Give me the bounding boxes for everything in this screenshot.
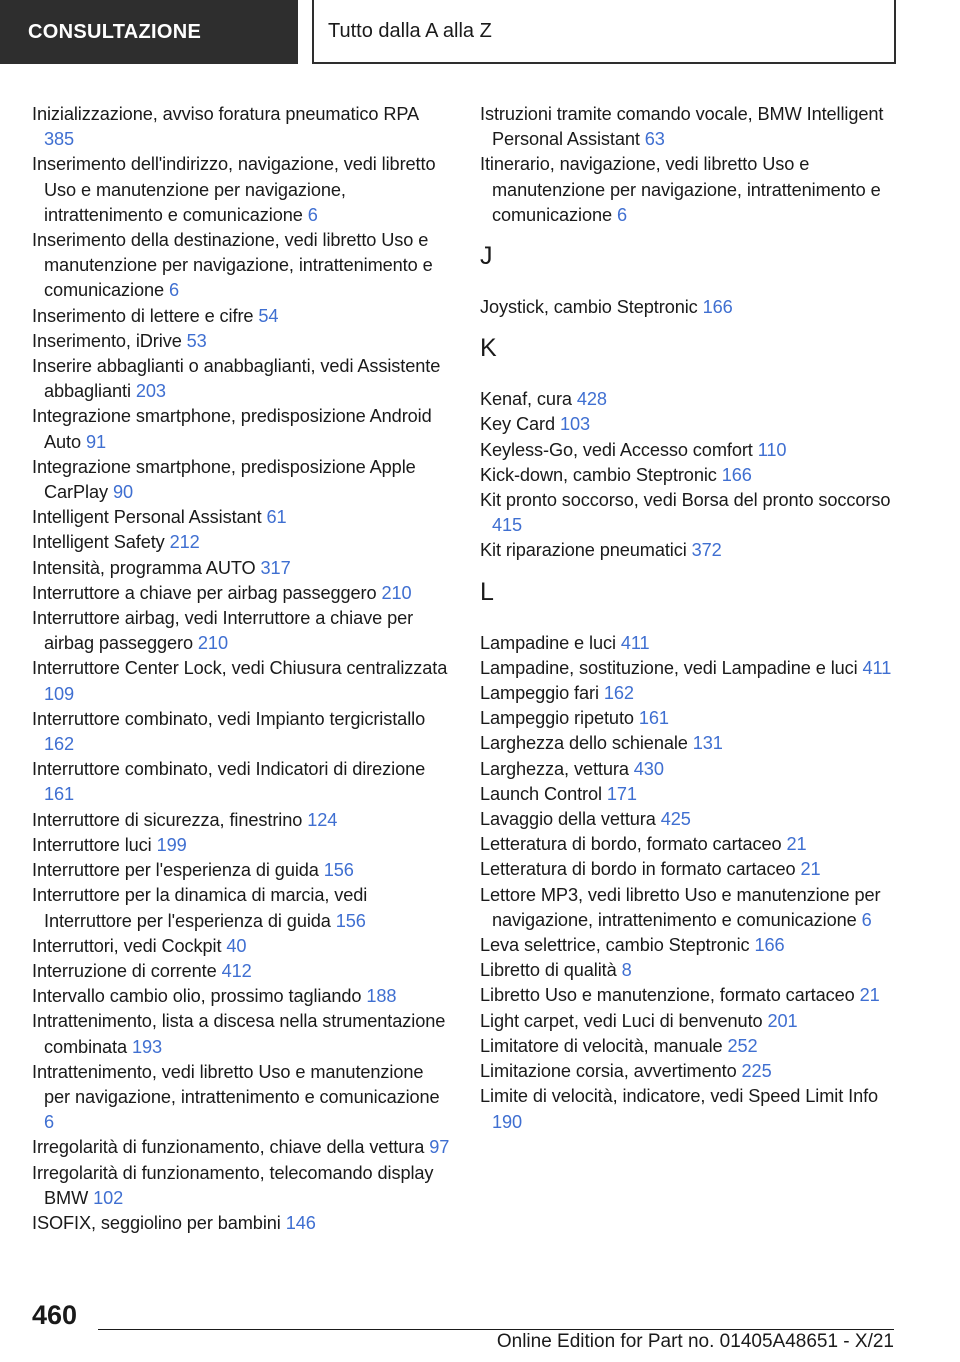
entry-text: Intrattenimento, vedi libretto Uso e manutenzione per navigazione, intrattenimento e comunicazione: [32, 1061, 440, 1107]
entry-text: Inizializzazione, avviso foratura pneumatico RPA: [32, 104, 419, 124]
page-reference-link[interactable]: 102: [93, 1187, 124, 1208]
entry-text: Larghezza, vettura: [480, 758, 629, 779]
entry-text: Interruttore combinato, vedi Indicatori di direzione: [32, 759, 426, 780]
page-reference-link[interactable]: 317: [260, 557, 291, 578]
index-entry: [480, 488, 898, 538]
entry-text: Integrazione smartphone, predisposizione Android Auto: [32, 406, 432, 452]
index-letter-k: K: [480, 334, 497, 363]
index-entry: [32, 1060, 450, 1136]
index-entry: [480, 412, 898, 437]
index-entry: [480, 152, 898, 228]
index-entry: [32, 757, 450, 807]
page-reference-link[interactable]: 210: [197, 633, 228, 654]
index-entry: [32, 102, 450, 152]
entry-text: Libretto Uso e manutenzione, formato cartaceo: [480, 985, 855, 1006]
page-header: [0, 0, 960, 66]
index-letter-j: J: [480, 242, 493, 271]
page-reference-link[interactable]: 412: [221, 960, 252, 981]
entry-text: Integrazione smartphone, predisposizione Apple CarPlay: [32, 456, 416, 503]
index-entry: [32, 455, 450, 505]
page-reference-link[interactable]: 252: [727, 1035, 758, 1056]
page-reference-link[interactable]: 161: [44, 784, 75, 805]
page-reference-link[interactable]: 6: [44, 1112, 55, 1133]
page-reference-link[interactable]: 225: [741, 1061, 772, 1082]
index-entry: [32, 1211, 450, 1236]
page-reference-link[interactable]: 53: [186, 330, 207, 351]
entry-text: Itinerario, navigazione, vedi libretto Uso e manutenzione per navigazione, intrattenimento e comunicazione: [480, 154, 881, 225]
index-entry: [32, 934, 450, 959]
page-reference-link[interactable]: 21: [786, 834, 807, 855]
index-entry: [480, 438, 898, 463]
entry-text: Intervallo cambio olio, prossimo tagliando: [32, 986, 362, 1007]
entry-text: Interruttore luci: [32, 834, 152, 855]
page-reference-link[interactable]: 6: [861, 909, 872, 930]
page-reference-link[interactable]: 109: [44, 683, 75, 704]
entry-text: Lavaggio della vettura: [480, 809, 656, 830]
index-entry: [480, 983, 898, 1008]
page-reference-link[interactable]: 6: [616, 204, 627, 225]
index-column-right: [480, 102, 898, 1135]
edition-note: Online Edition for Part no. 01405A48651 - X/21: [496, 1331, 894, 1352]
page-reference-link[interactable]: 103: [559, 414, 591, 435]
entry-text: Intelligent Safety: [32, 532, 165, 553]
page-reference-link[interactable]: 385: [44, 129, 75, 150]
entry-text: Limitazione corsia, avvertimento: [480, 1061, 737, 1082]
index-entry: [480, 1084, 898, 1134]
index-entry: [32, 833, 450, 858]
entry-list: [480, 102, 898, 228]
entry-text: Kick-down, cambio Steptronic: [480, 464, 717, 485]
entry-list: [32, 102, 450, 1236]
entry-text: Lampeggio ripetuto: [480, 708, 634, 729]
entry-text: Inserimento della destinazione, vedi libretto Uso e manutenzione per navigazione, intrattenimento e comunicazione: [32, 230, 433, 301]
page-reference-link[interactable]: 430: [633, 758, 664, 779]
index-entry: [32, 505, 450, 530]
page-reference-link[interactable]: 411: [862, 657, 892, 678]
index-entry: [32, 152, 450, 228]
page-reference-link[interactable]: 156: [335, 910, 366, 931]
entry-text: Interruttore combinato, vedi Impianto tergicristallo: [32, 708, 426, 729]
index-entry: [32, 883, 450, 933]
index-entry: [480, 656, 898, 681]
index-entry: [32, 707, 450, 757]
page-reference-link[interactable]: 415: [492, 515, 523, 536]
index-entry: [480, 463, 898, 488]
index-entry: [480, 757, 898, 782]
entry-text: Intensità, programma AUTO: [32, 557, 256, 578]
entry-text: Kit riparazione pneumatici: [480, 540, 687, 561]
page-number: 460: [32, 1300, 78, 1330]
entry-text: Joystick, cambio Steptronic: [480, 297, 698, 318]
index-entry: [32, 304, 450, 329]
index-entry: [480, 102, 898, 152]
entry-text: Lampadine, sostituzione, vedi Lampadine e luci: [480, 657, 858, 678]
index-entry: [480, 631, 898, 656]
page-reference-link[interactable]: 193: [131, 1036, 163, 1057]
page-reference-link[interactable]: 131: [692, 733, 723, 754]
page-reference-link[interactable]: 428: [576, 389, 607, 410]
entry-text: Key Card: [480, 414, 556, 435]
page-reference-link[interactable]: 21: [859, 985, 880, 1006]
page-reference-link[interactable]: 63: [644, 129, 665, 150]
page-reference-link[interactable]: 40: [226, 935, 247, 956]
index-entry: [480, 1059, 898, 1084]
page-reference-link[interactable]: 54: [258, 305, 279, 326]
index-entry: [32, 228, 450, 304]
index-entry: [32, 1161, 450, 1211]
index-entry: [32, 581, 450, 606]
index-entry: [480, 883, 898, 933]
page-reference-link[interactable]: 6: [307, 204, 318, 225]
index-entry: [32, 530, 450, 555]
entry-text: Interruttore per l'esperienza di guida: [32, 860, 319, 881]
entry-text: Inserimento di lettere e cifre: [32, 305, 254, 326]
page-reference-link[interactable]: 91: [85, 431, 106, 452]
index-entry: [480, 782, 898, 807]
index-entry: [32, 984, 450, 1009]
entry-text: Interruttore Center Lock, vedi Chiusura centralizzata: [32, 658, 448, 679]
entry-text: Intrattenimento, lista a discesa nella strumentazione combinata: [32, 1011, 446, 1057]
index-entry: [32, 1009, 450, 1059]
index-entry: [32, 404, 450, 454]
entry-text: Interruttore a chiave per airbag passeggero: [32, 582, 377, 603]
entry-text: Lampadine e luci: [480, 632, 616, 653]
page-reference-link[interactable]: 6: [168, 280, 179, 301]
page-reference-link[interactable]: 372: [691, 540, 722, 561]
index-entry: [32, 1135, 450, 1160]
entry-text: Interruttore per la dinamica di marcia, vedi Interruttore per l'esperienza di guida: [32, 885, 368, 931]
index-entry: [32, 329, 450, 354]
page-reference-link[interactable]: 21: [800, 859, 821, 880]
entry-text: Launch Control: [480, 783, 602, 804]
index-entry: [480, 731, 898, 756]
page-reference-link[interactable]: 162: [603, 683, 634, 704]
page-reference-link[interactable]: 171: [606, 783, 637, 804]
entry-text: Libretto di qualità: [480, 960, 617, 981]
index-letter-l: L: [480, 577, 494, 606]
page-reference-link[interactable]: 425: [660, 809, 691, 830]
page-reference-link[interactable]: 212: [169, 532, 200, 553]
entry-text: Interruttore di sicurezza, finestrino: [32, 809, 303, 830]
index-entry: [480, 958, 898, 983]
topic-tab: Tutto dalla A alla Z: [312, 0, 896, 64]
entry-list: [480, 631, 898, 1135]
entry-text: Irregolarità di funzionamento, chiave della vettura: [32, 1137, 425, 1158]
index-entry: [32, 959, 450, 984]
entry-text: Irregolarità di funzionamento, telecomando display BMW: [32, 1162, 434, 1208]
page-reference-link[interactable]: 61: [266, 507, 287, 528]
index-entry: [32, 354, 450, 404]
index-entry: [32, 808, 450, 833]
page-reference-link[interactable]: 166: [754, 935, 785, 956]
entry-text: Inserire abbaglianti o anabbaglianti, vedi Assistente abbaglianti: [32, 356, 441, 402]
entry-text: ISOFIX, seggiolino per bambini: [32, 1212, 281, 1233]
index-entry: [480, 681, 898, 706]
entry-text: Kit pronto soccorso, vedi Borsa del pronto soccorso: [480, 490, 891, 511]
index-entry: [480, 933, 898, 958]
page-reference-link[interactable]: 97: [429, 1137, 450, 1158]
page-reference-link[interactable]: 8: [621, 960, 632, 981]
entry-text: Lettore MP3, vedi libretto Uso e manutenzione per navigazione, intrattenimento e comunicazione: [480, 884, 881, 930]
index-entry: [480, 1009, 898, 1034]
entry-text: Inserimento dell'indirizzo, navigazione, vedi libretto Uso e manutenzione per navigazione, intrattenimento e comunicazione: [32, 154, 436, 225]
page-reference-link[interactable]: 156: [323, 860, 354, 881]
index-entry: [480, 857, 898, 882]
page-reference-link[interactable]: 110: [757, 439, 787, 460]
entry-text: Keyless-Go, vedi Accesso comfort: [480, 439, 753, 460]
footer-divider: [98, 1329, 894, 1330]
entry-text: Interruzione di corrente: [32, 960, 217, 981]
page-reference-link[interactable]: 166: [721, 464, 752, 485]
page-reference-link[interactable]: 90: [112, 482, 133, 503]
entry-text: Letteratura di bordo, formato cartaceo: [480, 834, 782, 855]
page-reference-link[interactable]: 203: [135, 381, 166, 402]
page-reference-link[interactable]: 188: [366, 986, 397, 1007]
page-reference-link[interactable]: 201: [767, 1010, 798, 1031]
entry-text: Interruttori, vedi Cockpit: [32, 935, 222, 956]
entry-text: Leva selettrice, cambio Steptronic: [480, 935, 750, 956]
entry-list: [480, 295, 898, 320]
entry-text: Limite di velocità, indicatore, vedi Speed Limit Info: [480, 1086, 879, 1107]
entry-text: Kenaf, cura: [480, 389, 572, 410]
page-reference-link[interactable]: 161: [638, 708, 669, 729]
index-entry: [32, 858, 450, 883]
entry-text: Intelligent Personal Assistant: [32, 507, 262, 528]
index-entry: [480, 832, 898, 857]
index-entry: [32, 556, 450, 581]
page-reference-link[interactable]: 124: [307, 809, 338, 830]
entry-text: Istruzioni tramite comando vocale, BMW Intelligent Personal Assistant: [480, 104, 884, 150]
index-entry: [480, 387, 898, 412]
entry-list: [480, 387, 898, 563]
entry-text: Interruttore airbag, vedi Interruttore a chiave per airbag passeggero: [32, 608, 414, 654]
entry-text: Light carpet, vedi Luci di benvenuto: [480, 1010, 763, 1031]
entry-text: Lampeggio fari: [480, 683, 599, 704]
index-entry: [480, 706, 898, 731]
page-reference-link[interactable]: 162: [44, 734, 75, 755]
index-entry: [480, 1034, 898, 1059]
entry-text: Letteratura di bordo in formato cartaceo: [480, 859, 796, 880]
index-entry: [480, 538, 898, 563]
page-reference-link[interactable]: 166: [702, 297, 733, 318]
page-reference-link[interactable]: 190: [492, 1111, 523, 1132]
index-entry: [480, 807, 898, 832]
page-reference-link[interactable]: 146: [285, 1212, 316, 1233]
page-reference-link[interactable]: 199: [156, 834, 187, 855]
entry-text: Limitatore di velocità, manuale: [480, 1035, 723, 1056]
index-entry: [32, 606, 450, 656]
section-tab: CONSULTAZIONE: [0, 0, 298, 64]
entry-text: Larghezza dello schienale: [480, 733, 688, 754]
index-entry: [32, 656, 450, 706]
index-column-left: [32, 102, 450, 1236]
page-reference-link[interactable]: 210: [381, 582, 412, 603]
index-entry: [480, 295, 898, 320]
entry-text: Inserimento, iDrive: [32, 330, 182, 351]
page-reference-link[interactable]: 411: [620, 632, 650, 653]
